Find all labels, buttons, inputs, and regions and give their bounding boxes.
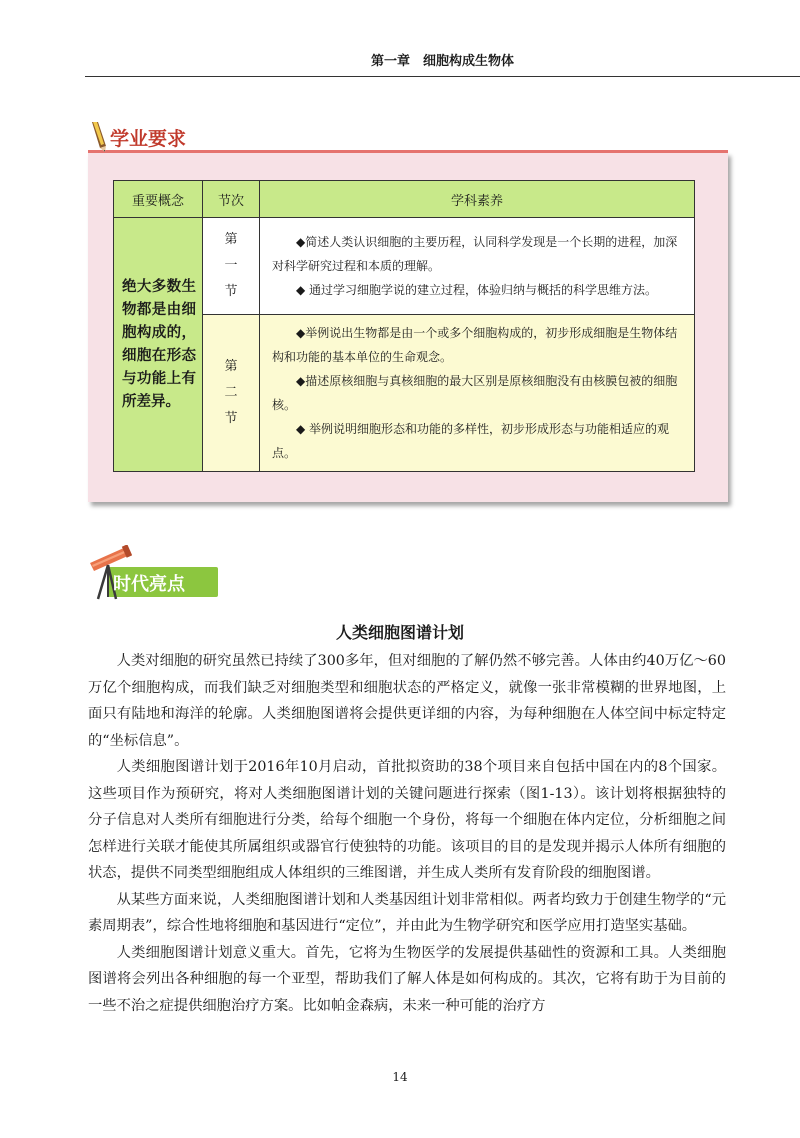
column-header-concept: 重要概念 bbox=[114, 181, 203, 218]
literacy-item: ◆简述人类认识细胞的主要历程，认同科学发现是一个长期的进程，加深对科学研究过程和本质的理解。 bbox=[272, 235, 678, 273]
literacy-item: ◆描述原核细胞与真核细胞的最大区别是原核细胞没有由核膜包被的细胞核。 bbox=[272, 374, 678, 412]
column-header-literacy: 学科素养 bbox=[260, 181, 695, 218]
section-label-2 bbox=[203, 315, 260, 472]
section-label-text: 第二节 bbox=[224, 359, 238, 426]
table-row bbox=[114, 218, 695, 315]
era-label: 时代亮点 bbox=[113, 574, 185, 595]
article-body bbox=[88, 648, 726, 1019]
requirements-table bbox=[113, 180, 695, 472]
article-paragraph: 人类细胞图谱计划意义重大。首先，它将为生物医学的发展提供基础性的资源和工具。人类细胞图谱将会列出各种细胞的每一个亚型，帮助我们了解人体是如何构成的。其次，它将有助于为目前的一些不治之症提供细胞治疗方案。比如帕金森病，未来一种可能的治疗方 bbox=[88, 944, 726, 1014]
literacy-item: ◆ 通过学习细胞学说的建立过程，体验归纳与概括的科学思维方法。 bbox=[296, 283, 658, 297]
literacy-item: ◆ 举例说明细胞形态和功能的多样性，初步形成形态与功能相适应的观点。 bbox=[272, 422, 670, 460]
table-header-row bbox=[114, 181, 695, 218]
literacy-cell-1 bbox=[260, 218, 695, 315]
chapter-header: 第一章 细胞构成生物体 bbox=[370, 54, 514, 69]
requirements-title: 学业要求 bbox=[110, 128, 187, 150]
article-title: 人类细胞图谱计划 bbox=[335, 623, 464, 642]
concept-cell: 绝大多数生物都是由细胞构成的，细胞在形态与功能上有所差异。 bbox=[114, 218, 203, 472]
column-header-section: 节次 bbox=[203, 181, 260, 218]
page-number: 14 bbox=[392, 1070, 408, 1084]
pencil-icon bbox=[86, 120, 110, 154]
literacy-item: ◆举例说出生物都是由一个或多个细胞构成的，初步形成细胞是生物体结构和功能的基本单位的生命观念。 bbox=[272, 326, 678, 364]
article-paragraph: 人类对细胞的研究虽然已持续了300多年，但对细胞的了解仍然不够完善。人体由约40万亿～60万亿个细胞构成，而我们缺乏对细胞类型和细胞状态的严格定义，就像一张非常模糊的世界地图，上面只有陆地和海洋的轮廓。人类细胞图谱将会提供更详细的内容，为每种细胞在人体空间中标定特定的“坐标信息”。 bbox=[88, 653, 726, 749]
section-label-text: 第一节 bbox=[224, 232, 238, 299]
section-label-1 bbox=[203, 218, 260, 315]
literacy-cell-2 bbox=[260, 315, 695, 472]
header-divider bbox=[85, 76, 800, 77]
article-paragraph: 从某些方面来说，人类细胞图谱计划和人类基因组计划非常相似。两者均致力于创建生物学的“元素周期表”，综合性地将细胞和基因进行“定位”，并由此为生物学研究和医学应用打造坚实基础。 bbox=[88, 891, 726, 934]
article-paragraph: 人类细胞图谱计划于2016年10月启动，首批拟资助的38个项目来自包括中国在内的8个国家。这些项目作为预研究，将对人类细胞图谱计划的关键问题进行探索（图1-13）。该计划将根据独特的分子信息对人类所有细胞进行分类，给每个细胞一个身份，将每一个细胞在体内定位，分析细胞之间怎样进行关联才能使其所属组织或器官行使独特的功能。该项目的目的是发现并揭示人体所有细胞的状态，提供不同类型细胞组成人体组织的三维图谱，并生成人类所有发育阶段的细胞图谱。 bbox=[88, 759, 726, 881]
